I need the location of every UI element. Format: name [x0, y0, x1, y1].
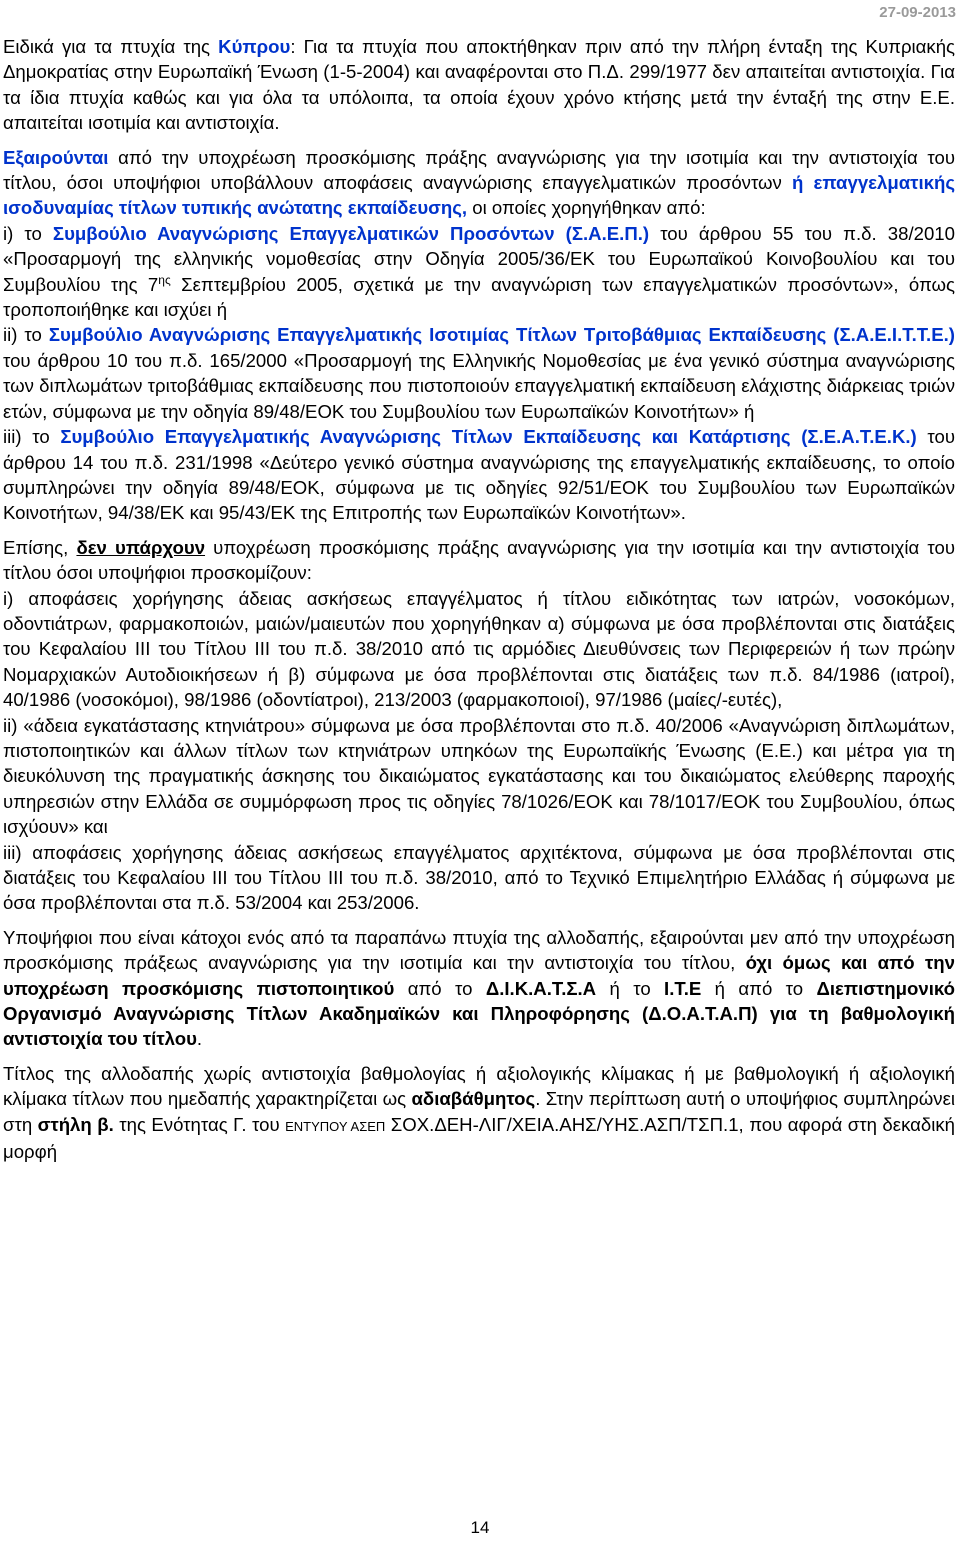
text-span: iii) το — [3, 426, 61, 448]
list-item-ii — [3, 322, 955, 424]
bold-underlined-text: δεν υπάρχουν — [76, 536, 206, 558]
text-span: από την υποχρέωση προσκόμισης πράξης αναγνώρισης για την ισοτιμία και την αντιστοιχία του τίτλου, όσοι υποψήφιοι υποβάλλουν αποφάσεις αναγνώρισης επαγγελματικών προσόντων — [3, 146, 955, 194]
paragraph-also — [3, 535, 955, 586]
bold-text: για τη βαθμολογική αντιστοιχία του τίτλου — [3, 1003, 955, 1050]
bold-text: ή επαγγελματικής ισοδυναμίας τίτλων τυπικής ανώτατης εκπαίδευσης, — [3, 172, 956, 219]
paragraph-cyprus — [3, 34, 955, 136]
text-span: του άρθρου 55 του π.δ. 38/2010 «Προσαρμογή της ελληνικής νομοθεσίας στην Οδηγία 2005/36/ΕΚ του Ευρωπαϊκού Κοινοβουλίου και του Συμβουλίου της 7 — [3, 222, 955, 295]
superscript: ης — [158, 272, 171, 287]
page-number: 14 — [470, 1518, 490, 1537]
paragraph-foreign-degrees — [3, 925, 955, 1052]
paragraph-ungraded-titles — [3, 1061, 955, 1165]
text-span: Σεπτεμβρίου 2005, σχετικά με την αναγνώριση των επαγγελματικών προσόντων», όπως τροποποιήθηκε και ισχύει ή — [3, 273, 956, 321]
text-span: της Ενότητας Γ. του — [113, 1113, 286, 1135]
text-span — [758, 1003, 770, 1024]
license-item-ii: ii) «άδεια εγκατάστασης κτηνιάτρου» σύμφωνα με όσα προβλέπονται στο π.δ. 40/2006 «Αναγνώριση διπλωμάτων, πιστοποιητικών και άλλων τίτλων των κτηνιάτρων υπηκόων της Ευρωπαϊκής Ένωσης (Ε.Ε.) και μέτρα για τη διευκόλυνση της πραγματικής άσκησης του δικαιώματος εγκατάστασης και του δικαιώματος ελεύθερης παροχής υπηρεσιών στην Ελλάδα σε συμμόρφωση προς τις οδηγίες 78/1026/ΕΟΚ και 78/1017/ΕΟΚ του Συμβουλίου, όπως ισχύουν» και — [3, 714, 955, 838]
document-date: 27-09-2013 — [879, 4, 956, 21]
bold-text: Ι.Τ.Ε — [664, 977, 702, 999]
license-item-i: i) αποφάσεις χορήγησης άδειας ασκήσεως επαγγέλματος ή τίτλου ειδικότητας των ιατρών, νοσοκόμων, οδοντιάτρων, φαρμακοποιών, μαιών/μαιευτών που χορηγήθηκαν α) σύμφωνα με όσα προβλέπονται στις διατάξεις του Κεφαλαίου ΙΙΙ του Τίτλου ΙΙΙ του π.δ. 38/2010 από τις αρμόδιες Διευθύνσεις των Περιφερειών ή των πρώην Νομαρχιακών Αυτοδιοικήσεων ή β) σύμφωνα με όσα προβλέπονται στις διατάξεις των π.δ. 84/1986 (ιατροί), 40/1986 (νοσοκόμοι), 98/1986 (οδοντίατροι), 213/2003 (φαρμακοποιοί), 97/1986 (μαίες/-ευτές), — [3, 587, 955, 711]
text-span: Επίσης, — [3, 536, 77, 558]
text-span: από το — [394, 977, 486, 999]
small-caps-text: ΕΝΤΥΠΟΥ ΑΣΕΠ — [285, 1118, 386, 1134]
text-span: . Στην περίπτωση αυτή ο υποψήφιος συμπληρώνει στη — [3, 1088, 955, 1135]
text-span: ii) το — [3, 324, 49, 346]
bold-text: Εξαιρούνται — [3, 146, 109, 168]
text-span: ή από το — [701, 977, 817, 999]
text-span: ΣΟΧ.ΔΕΗ-ΛΙΓ/ΧΕΙΑ.ΑΗΣ/ΥΗΣ.ΑΣΠ/ΤΣΠ.1, που αφορά στη δεκαδική μορφή — [3, 1113, 956, 1163]
license-item-iii: iii) αποφάσεις χορήγησης άδειας ασκήσεως επαγγέλματος αρχιτέκτονα, σύμφωνα με όσα προβλέπονται στις διατάξεις του Κεφαλαίου ΙΙΙ του Τίτλου ΙΙΙ του π.δ. 38/2010, από το Τεχνικό Επιμελητήριο Ελλάδας ή σύμφωνα με όσα προβλέπονται στα π.δ. 53/2004 και 253/2006. — [3, 841, 955, 914]
text-span: του άρθρου 14 του π.δ. 231/1998 «Δεύτερο γενικό σύστημα αναγνώρισης της επαγγελματικής εκπαίδευσης, το οποίο συμπληρώνει την οδηγία 89/48/ΕΟΚ, σύμφωνα με τις οδηγίες 92/51/ΕΟΚ του Συμβουλίου των Ευρωπαϊκών Κοινοτήτων, 94/38/ΕΚ και 95/43/ΕΚ της Επιτροπής των Ευρωπαϊκών Κοινοτήτων». — [3, 426, 955, 524]
bold-text: αδιαβάθμητος — [411, 1088, 536, 1110]
bold-text: όχι όμως και από την υποχρέωση προσκόμισης πιστοποιητικού — [3, 952, 955, 999]
paragraph-exemptions — [3, 145, 955, 221]
list-item-iii — [3, 424, 955, 526]
text-span: οι οποίες χορηγήθηκαν από: — [467, 197, 706, 219]
bold-text: Συμβούλιο Αναγνώρισης Επαγγελματικών Προσόντων (Σ.Α.Ε.Π.) — [52, 222, 650, 244]
bold-text: Δ.Ι.Κ.Α.Τ.Σ.Α — [485, 977, 597, 999]
text-span: υποχρέωση προσκόμισης πράξης αναγνώρισης για την ισοτιμία και την αντιστοιχία του τίτλου όσοι υποψήφιοι προσκομίζουν: — [3, 536, 955, 584]
text-span: Υποψήφιοι που είναι κάτοχοι ενός από τα παραπάνω πτυχία της αλλοδαπής, εξαιρούνται μεν από την υποχρέωση προσκόμισης πράξεως αναγνώρισης για την ισοτιμία και την αντιστοιχία του τίτλου, — [3, 926, 955, 974]
text-span: i) το — [3, 222, 53, 244]
bold-text: στήλη β. — [37, 1113, 114, 1135]
text-span: του άρθρου 10 του π.δ. 165/2000 «Προσαρμογή της Ελληνικής Νομοθεσίας με ένα γενικό σύστημα αναγνώρισης των διπλωμάτων τριτοβάθμιας εκπαίδευσης που πιστοποιούν επαγγελματική εκπαίδευση ελάχιστης διάρκειας τριών ετών, σύμφωνα με την οδηγία 89/48/ΕΟΚ του Συμβουλίου των Ευρωπαϊκών Κοινοτήτων» ή — [3, 349, 955, 422]
document-body — [3, 34, 955, 1164]
bold-text: Κύπρου — [218, 36, 291, 57]
bold-text: Διεπιστημονικό Οργανισμό Αναγνώρισης Τίτλων Ακαδημαϊκών και Πληροφόρησης (Δ.Ο.Α.Τ.Α.Π) — [3, 977, 955, 1025]
text-span: Τίτλος της αλλοδαπής χωρίς αντιστοιχία βαθμολογίας ή αξιολογικής κλίμακας ή με βαθμολογική ή αξιολογική κλίμακα τίτλων που ημεδαπής χαρακτηρίζεται ως — [3, 1062, 955, 1110]
text-span: : Για τα πτυχία που αποκτήθηκαν πριν από την πλήρη ένταξη της Κυπριακής Δημοκρατίας στην Ευρωπαϊκή Ένωση (1-5-2004) και αναφέρονται στο Π.Δ. 299/1977 δεν απαιτείται αντιστοιχία. Για τα ίδια πτυχία καθώς και για όλα τα υπόλοιπα, τα οποία έχουν χρόνο κτήσης μετά την ένταξή της στην Ε.Ε. απαιτείται ισοτιμία και αντιστοιχία. — [3, 36, 956, 134]
text-span: ή το — [596, 977, 665, 999]
text-span: . — [196, 1028, 203, 1050]
bold-text: Συμβούλιο Επαγγελματικής Αναγνώρισης Τίτλων Εκπαίδευσης και Κατάρτισης (Σ.Ε.Α.Τ.Ε.Κ.) — [60, 426, 917, 448]
bold-text: Συμβούλιο Αναγνώρισης Επαγγελματικής Ισοτιμίας Τίτλων Τριτοβάθμιας Εκπαίδευσης (Σ.Α.Ε.Ι.Τ.Τ.Ε.) — [48, 324, 955, 346]
list-item-i — [3, 221, 955, 323]
text-span: Ειδικά για τα πτυχία της — [3, 36, 219, 57]
